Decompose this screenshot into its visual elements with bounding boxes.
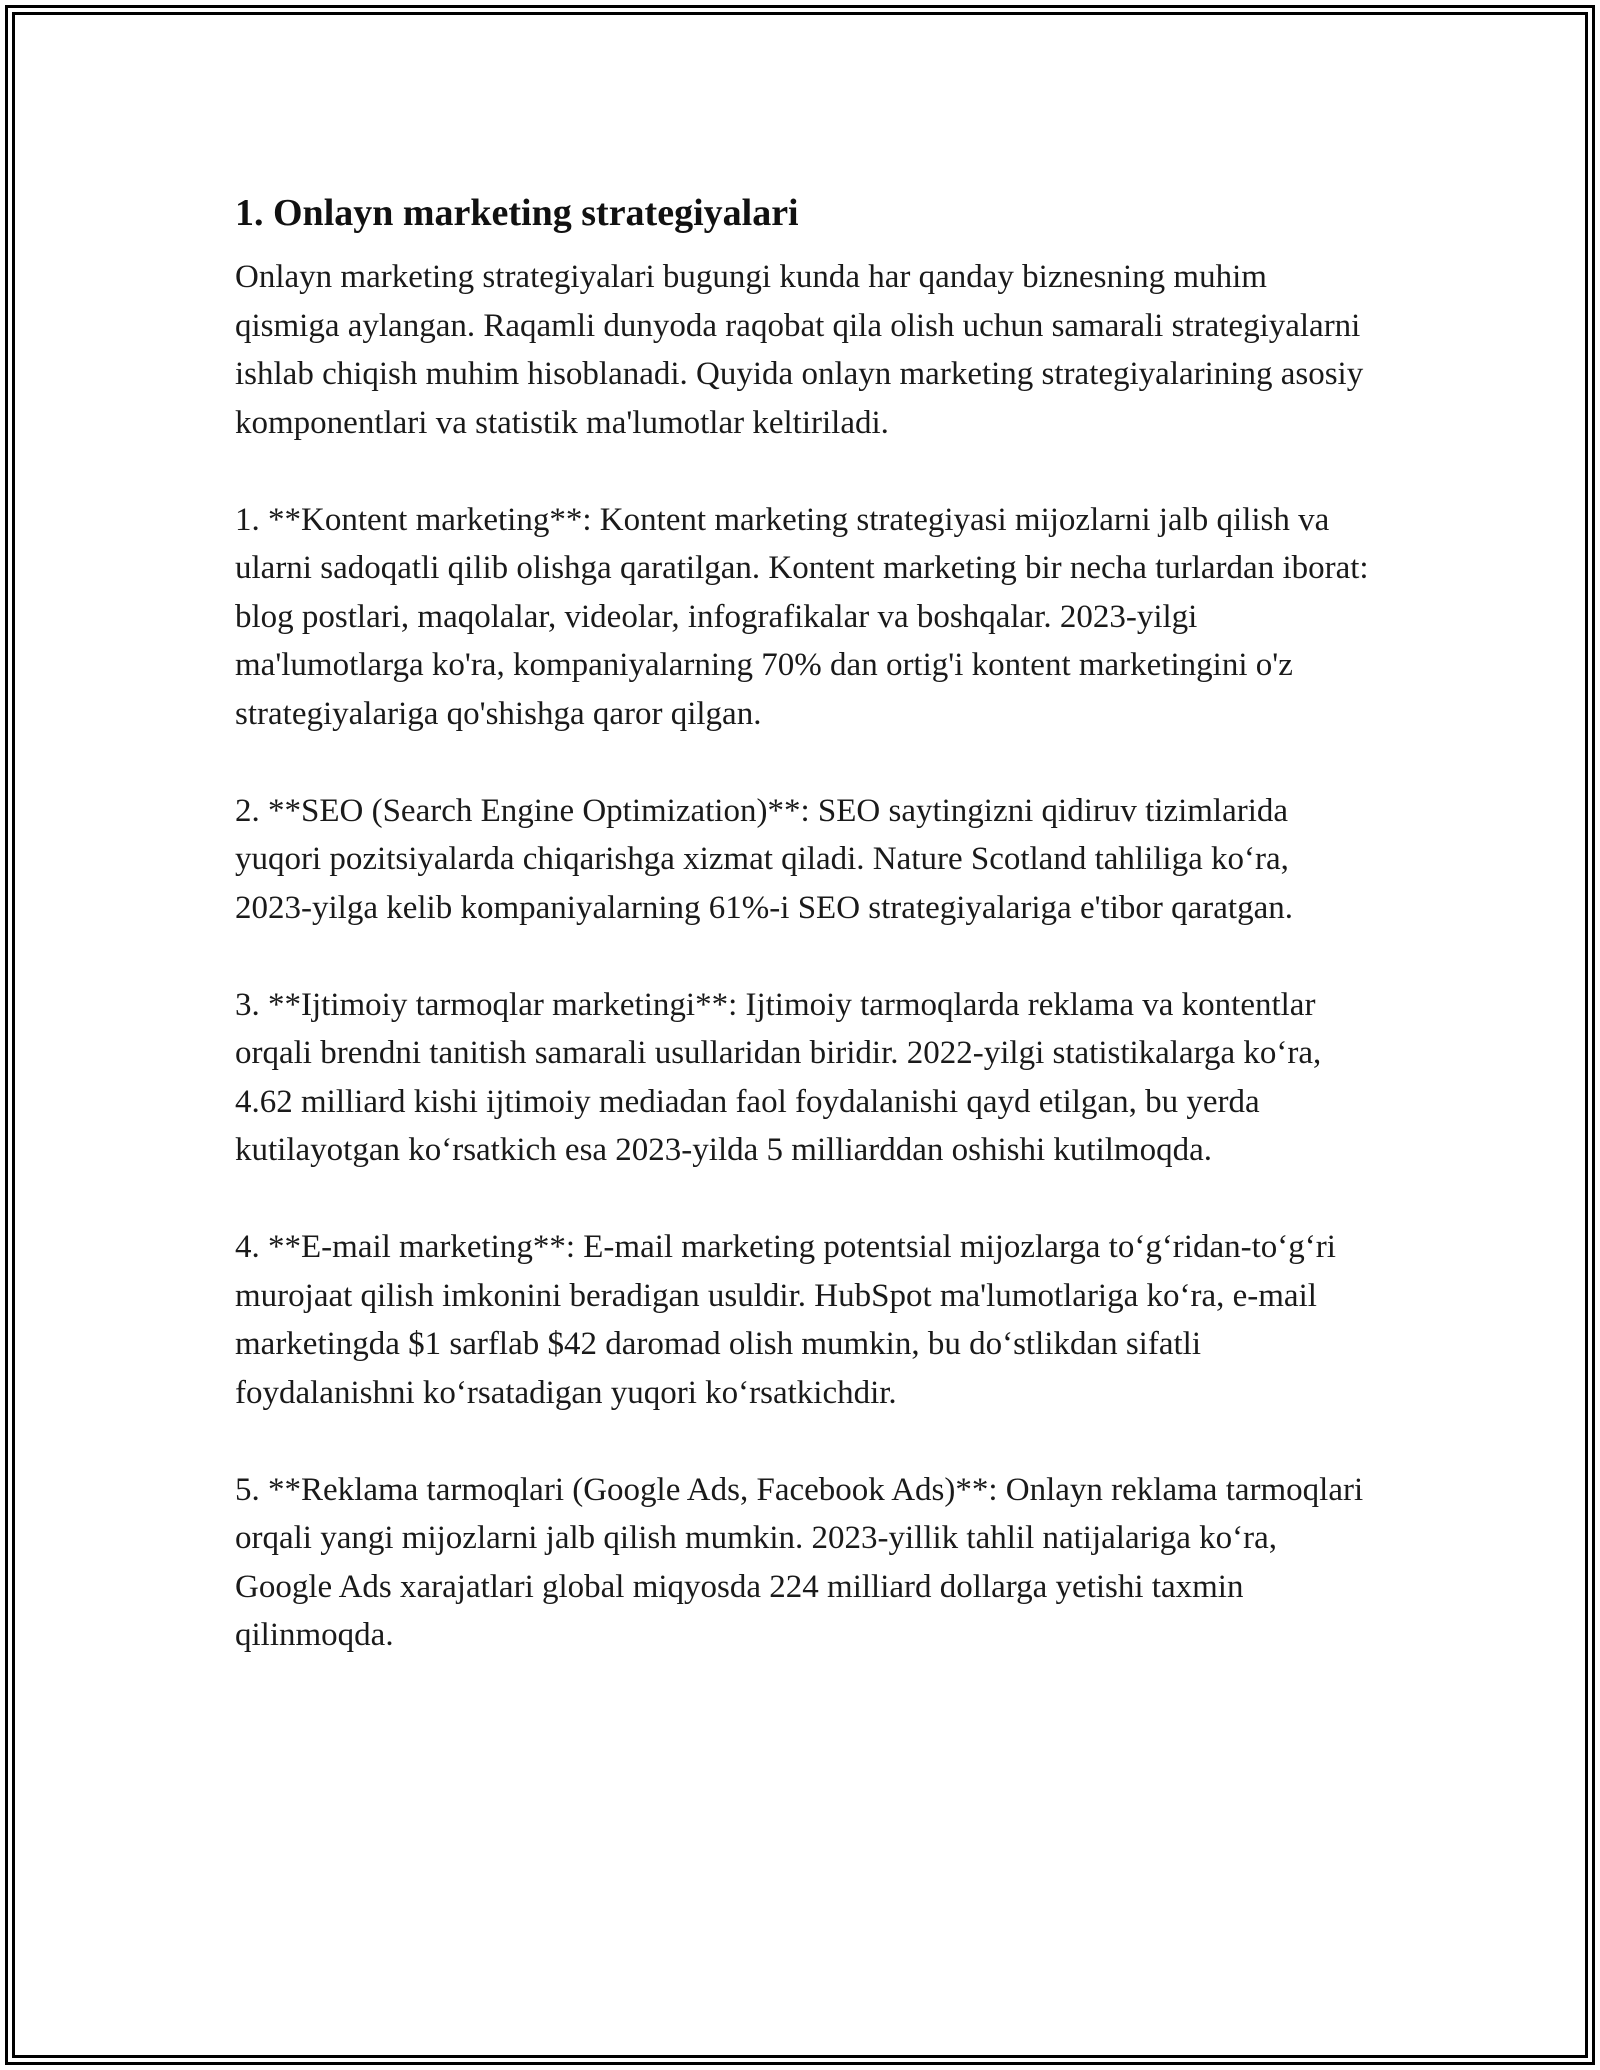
paragraph-ad-networks: 5. **Reklama tarmoqlari (Google Ads, Facebook Ads)**: Onlayn reklama tarmoqlari orqali yangi mijozlarni jalb qilish mumkin. 2023-yillik tahlil natijalariga ko‘ra, Google Ads xarajatlari global miqyosda 224 milliard dollarga yetishi taxmin qilinmoqda. <box>235 1471 1364 1653</box>
paragraph-social-media-marketing: 3. **Ijtimoiy tarmoqlar marketingi**: Ijtimoiy tarmoqlarda reklama va kontentlar orqali brendni tanitish samarali usullaridan biridir. 2022-yilgi statistikalarga ko‘ra, 4.62 milliard kishi ijtimoiy mediadan faol foydalanishi qayd etilgan, bu yerda kutilayotgan ko‘rsatkich esa 2023-yilda 5 milliarddan oshishi kutilmoqda. <box>235 986 1322 1168</box>
paragraph-seo: 2. **SEO (Search Engine Optimization)**: SEO saytingizni qidiruv tizimlarida yuqori pozitsiyalarda chiqarishga xizmat qiladi. Nature Scotland tahliliga ko‘ra, 2023-yilga kelib kompaniyalarning 61%-i SEO strategiyalariga e'tibor qaratgan. <box>235 792 1293 926</box>
intro-paragraph: Onlayn marketing strategiyalari bugungi kunda har qanday biznesning muhim qismiga aylangan. Raqamli dunyoda raqobat qila olish uchun samarali strategiyalarni ishlab chiqish muhim hisoblanadi. Quyida onlayn marketing strategiyalarining asosiy komponentlari va statistik ma'lumotlar keltiriladi. <box>235 259 1364 441</box>
paragraph-email-marketing: 4. **E-mail marketing**: E-mail marketing potentsial mijozlarga to‘g‘ridan-to‘g‘ri murojaat qilish imkonini beradigan usuldir. HubSpot ma'lumotlariga ko‘ra, e-mail marketingda $1 sarflab $42 daromad olish mumkin, bu do‘stlikdan sifatli foydalanishni ko‘rsatadigan yuqori ko‘rsatkichdir. <box>235 1229 1336 1411</box>
document-body <box>235 185 1370 1708</box>
document-title: 1. Onlayn marketing strategiyalari <box>235 192 799 234</box>
paragraph-content-marketing: 1. **Kontent marketing**: Kontent marketing strategiyasi mijozlarni jalb qilish va ularni sadoqatli qilib olishga qaratilgan. Kontent marketing bir necha turlardan iborat: blog postlari, maqolalar, videolar, infografikalar va boshqalar. 2023-yilgi ma'lumotlarga ko'ra, kompaniyalarning 70% dan ortig'i kontent marketingini o'z strategiyalariga qo'shishga qaror qilgan. <box>235 501 1369 732</box>
